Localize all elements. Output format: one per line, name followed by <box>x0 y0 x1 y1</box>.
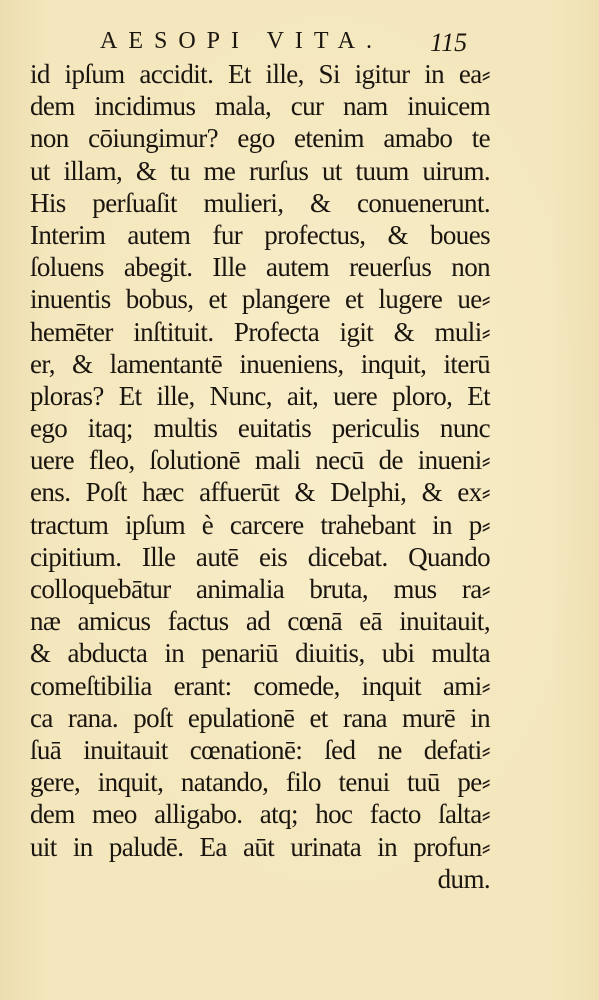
running-header-title: AESOPI VITA. <box>100 28 383 54</box>
text-line: ego itaq; multis euitatis periculis nunc <box>30 413 490 444</box>
text-line: hemēter inſtituit. Profecta igit & muli⸗ <box>30 316 490 347</box>
text-line: er, & lamentantē inueniens, inquit, iterū <box>30 348 490 379</box>
text-line: inuentis bobus, et plangere et lugere ue⸗ <box>30 284 490 315</box>
text-line: næ amicus factus ad cœnā eā inuitauit, <box>30 606 490 637</box>
page-number: 115 <box>430 28 468 57</box>
text-line: Interim autem fur profectus, & boues <box>30 219 490 250</box>
text-line: ploras? Et ille, Nunc, ait, uere ploro, Et <box>30 380 490 411</box>
text-line: gere, inquit, natando, filo tenui tuū pe⸗ <box>30 767 490 798</box>
text-line: colloquebātur animalia bruta, mus ra⸗ <box>30 574 490 604</box>
text-line: dum. <box>437 863 490 894</box>
text-line: ca rana. poſt epulationē et rana murē in <box>30 702 490 733</box>
text-line: uit in paludē. Ea aūt urinata in profun⸗ <box>30 831 490 862</box>
text-line: tractum ipſum è carcere trahebant in p⸗ <box>30 509 490 540</box>
text-line: ſoluens abegit. Ille autem reuerſus non <box>30 252 490 283</box>
text-line: cipitium. Ille autē eis dicebat. Quando <box>30 541 490 572</box>
text-line: ut illam, & tu me rurſus ut tuum uirum. <box>30 155 490 186</box>
body-text <box>30 58 490 895</box>
text-line: ſuā inuitauit cœnationē: ſed ne defati⸗ <box>30 734 490 765</box>
text-line: dem meo alligabo. atq; hoc facto ſalta⸗ <box>30 799 490 830</box>
text-line: & abducta in penariū diuitis, ubi multa <box>30 638 490 669</box>
text-line: id ipſum accidit. Et ille, Si igitur in ea⸗ <box>30 59 490 89</box>
text-line: ens. Poſt hæc affuerūt & Delphi, & ex⸗ <box>30 477 490 508</box>
text-line: uere fleo, ſolutionē mali necū de inueni⸗ <box>30 445 490 476</box>
text-line: dem incidimus mala, cur nam inuicem <box>30 91 490 122</box>
text-line: comeſtibilia erant: comede, inquit ami⸗ <box>30 670 490 701</box>
text-line: His perſuaſit mulieri, & conuenerunt. <box>30 187 490 218</box>
text-line: non cōiungimur? ego etenim amabo te <box>30 123 490 154</box>
